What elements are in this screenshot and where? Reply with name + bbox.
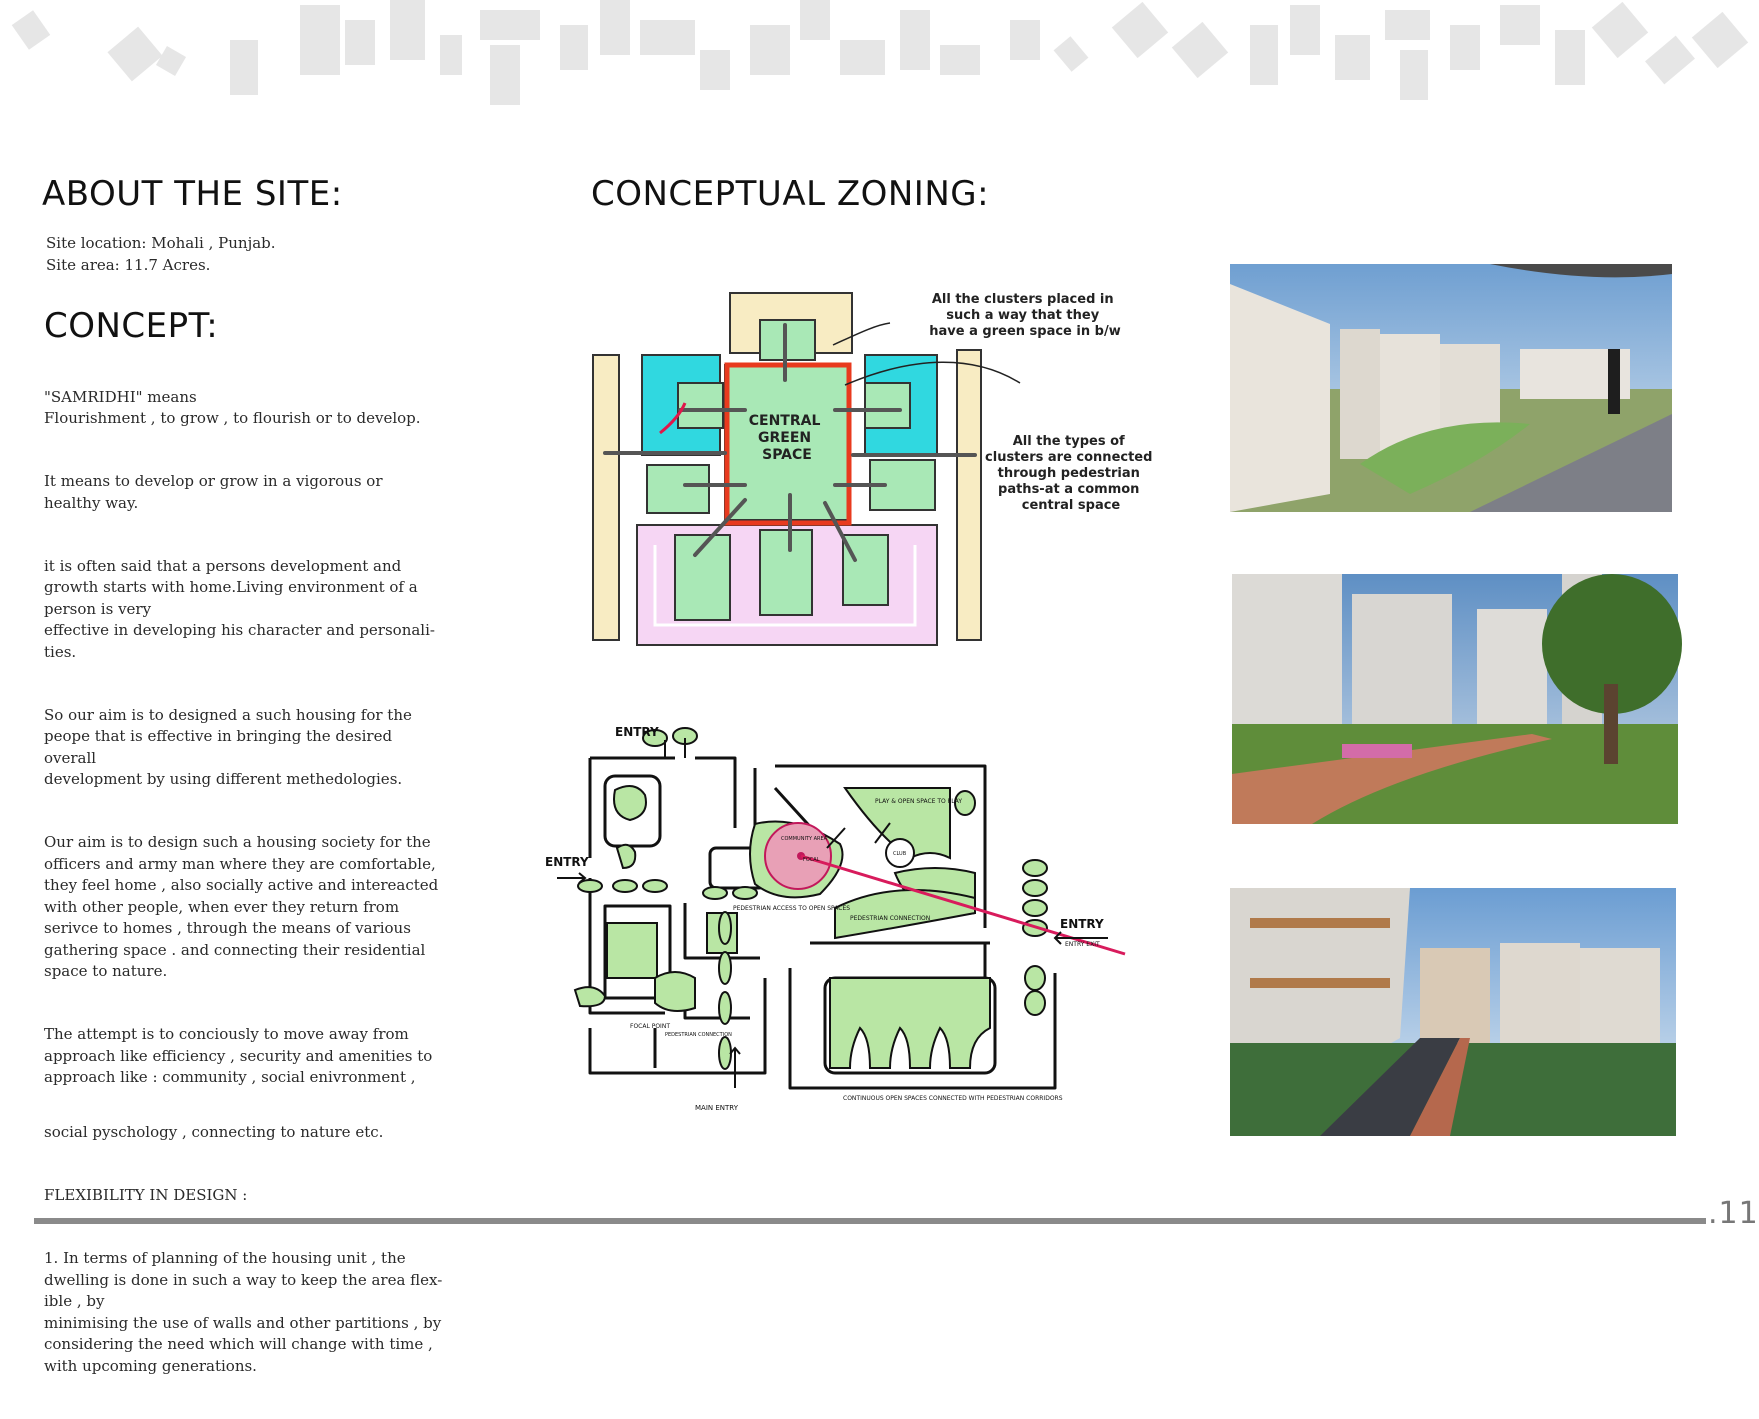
paths-note-line: paths-at a common: [998, 482, 1140, 497]
concept-paragraph: 1. In terms of planning of the housing unit , the dwelling is done in such a way to keep the area flex- ible , by minimising the use of walls and other partitions , by considering the need which will change with time , with upcoming generations.: [44, 1249, 443, 1375]
cluster-note-line: such a way that they: [946, 308, 1100, 323]
flexibility-heading: FLEXIBILITY IN DESIGN :: [44, 1186, 248, 1204]
pedestrian-access-label: PEDESTRIAN ACCESS TO OPEN SPACES: [733, 905, 851, 912]
footer-rule: [34, 1218, 1706, 1224]
cluster-note-line: have a green space in b/w: [929, 324, 1121, 339]
concept-paragraph: The attempt is to conciously to move away from approach like efficiency , security and amenities to approach like : community , social enivronment ,: [44, 1025, 433, 1086]
pedestrian-connection-label: PEDESTRIAN CONNECTION: [850, 915, 931, 922]
site-sketch: [545, 725, 1130, 1118]
main-entry-label: MAIN ENTRY: [695, 1104, 738, 1112]
conceptual-zoning-heading: CONCEPTUAL ZONING:: [591, 174, 990, 214]
concept-paragraph: it is often said that a persons development and growth starts with home.Living environment of a person is very effective in developing his character and personali- ties.: [44, 556, 435, 661]
concept-paragraph: It means to develop or grow in a vigorous or healthy way.: [44, 472, 383, 512]
cluster-note-line: All the clusters placed in: [931, 292, 1114, 307]
conceptual-zoning-diagram: [585, 285, 1165, 655]
site-area: Site area: 11.7 Acres.: [46, 256, 211, 274]
concept-paragraph: "SAMRIDHI" means Flourishment , to grow , to flourish or to develop.: [44, 387, 421, 427]
render-photo-street-view: [1230, 888, 1676, 1136]
focal-label: FOCAL: [803, 857, 820, 863]
svg-text:All the clusters placed in: [929, 292, 1120, 339]
entry-left-label: ENTRY: [545, 855, 589, 869]
paths-note-line: All the types of: [1012, 434, 1125, 449]
about-site-heading: ABOUT THE SITE:: [42, 174, 343, 214]
render-photo-balcony-view: [1230, 264, 1672, 512]
site-location: Site location: Mohali , Punjab.: [46, 234, 276, 252]
paths-note-line: clusters are connected: [985, 450, 1153, 465]
concept-paragraph: So our aim is to designed a such housing for the peope that is effective in bringing the desired overall development by using different methedologies.: [44, 705, 412, 788]
render-photo-garden-view: [1232, 574, 1678, 824]
continuous-open-spaces-label: CONTINUOUS OPEN SPACES CONNECTED WITH PEDESTRIAN CORRIDORS: [843, 1095, 1063, 1102]
pedestrian-connection-2-label: PEDESTRIAN CONNECTION: [665, 1032, 732, 1038]
center-label-line: SPACE: [762, 447, 812, 463]
site-info: [46, 232, 276, 276]
concept-text: [44, 365, 444, 1419]
page-number: .11: [1708, 1196, 1759, 1231]
center-label-line: CENTRAL: [748, 413, 821, 429]
focal-point-label: FOCAL POINT: [630, 1023, 670, 1030]
concept-paragraph: Our aim is to design such a housing society for the officers and army man where they are comfortable, they feel home , also socially active and intereacted with other people, when ever they return from serivce to homes , through the means of various gathering space . and connecting their residential space to nature.: [44, 833, 439, 980]
entry-top-label: ENTRY: [615, 725, 659, 739]
exit-label: ENTRY EXIT: [1065, 941, 1100, 948]
building-footprint-pattern: [0, 0, 1753, 140]
entry-right-label: ENTRY: [1060, 917, 1104, 931]
paths-note-line: through pedestrian: [997, 466, 1140, 481]
center-label-line: GREEN: [758, 430, 812, 446]
concept-paragraph: social pyschology , connecting to nature etc.: [44, 1123, 384, 1141]
svg-text:All the types of clusters: [985, 434, 1157, 513]
community-label: COMMUNITY AREA: [781, 836, 828, 842]
paths-note-line: central space: [1021, 498, 1121, 513]
concept-heading: CONCEPT:: [44, 306, 219, 346]
club-label: CLUB: [893, 851, 907, 857]
play-space-label: PLAY & OPEN SPACE TO PLAY: [875, 798, 963, 805]
